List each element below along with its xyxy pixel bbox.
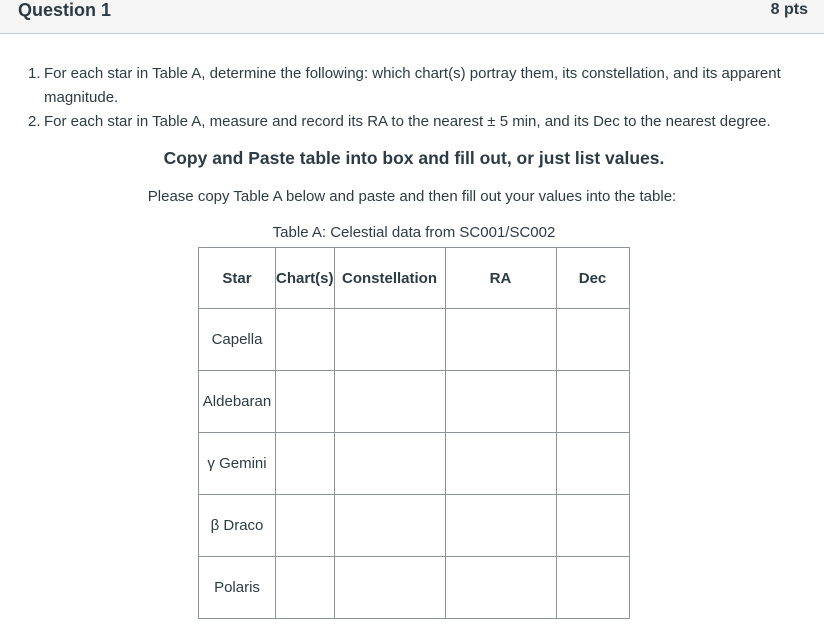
- table-caption: Table A: Celestial data from SC001/SC002: [272, 224, 556, 241]
- table-row: [199, 495, 630, 557]
- ra-cell[interactable]: [445, 433, 556, 495]
- instructions-list: [28, 62, 818, 134]
- celestial-data-table: [198, 247, 630, 619]
- constellation-cell[interactable]: [334, 495, 445, 557]
- dec-cell[interactable]: [556, 557, 629, 619]
- constellation-cell[interactable]: [334, 309, 445, 371]
- star-name-cell: γ Gemini: [199, 433, 276, 495]
- star-name-cell: β Draco: [199, 495, 276, 557]
- instruction-text: For each star in Table A, measure and record its RA to the nearest ± 5 min, and its Dec to the nearest degree.: [44, 113, 771, 130]
- column-header-star: Star: [199, 248, 276, 309]
- ra-cell[interactable]: [445, 495, 556, 557]
- constellation-cell[interactable]: [334, 433, 445, 495]
- column-header-constellation: Constellation: [334, 248, 445, 309]
- instruction-text: For each star in Table A, determine the following: which chart(s) portray them, its constellation, and its apparent magnitude.: [44, 65, 781, 106]
- star-name-cell: Aldebaran: [199, 371, 276, 433]
- star-name-cell: Polaris: [199, 557, 276, 619]
- charts-cell[interactable]: [276, 433, 335, 495]
- charts-cell[interactable]: [276, 495, 335, 557]
- question-points: 8 pts: [770, 1, 808, 18]
- constellation-cell[interactable]: [334, 371, 445, 433]
- dec-cell[interactable]: [556, 371, 629, 433]
- table-row: [199, 433, 630, 495]
- column-header-ra: RA: [445, 248, 556, 309]
- ra-cell[interactable]: [445, 557, 556, 619]
- constellation-cell[interactable]: [334, 557, 445, 619]
- charts-cell[interactable]: [276, 309, 335, 371]
- question-title: Question 1: [18, 0, 112, 20]
- instruction-number: 2.: [28, 113, 41, 130]
- charts-cell[interactable]: [276, 557, 335, 619]
- table-row: [199, 309, 630, 371]
- charts-cell[interactable]: [276, 371, 335, 433]
- column-header-charts: Chart(s): [276, 248, 335, 309]
- instruction-item: [28, 62, 818, 110]
- instruction-item: [28, 110, 818, 134]
- dec-cell[interactable]: [556, 433, 629, 495]
- dec-cell[interactable]: [556, 495, 629, 557]
- star-name-cell: Capella: [199, 309, 276, 371]
- dec-cell[interactable]: [556, 309, 629, 371]
- instruction-number: 1.: [28, 65, 41, 82]
- table-row: [199, 557, 630, 619]
- please-copy-text: Please copy Table A below and paste and then fill out your values into the table:: [147, 188, 677, 205]
- column-header-dec: Dec: [556, 248, 629, 309]
- question-header: [0, 0, 824, 34]
- copy-paste-heading: Copy and Paste table into box and fill out, or just list values.: [163, 148, 665, 168]
- ra-cell[interactable]: [445, 371, 556, 433]
- table-row: [199, 371, 630, 433]
- table-header-row: [199, 248, 630, 309]
- ra-cell[interactable]: [445, 309, 556, 371]
